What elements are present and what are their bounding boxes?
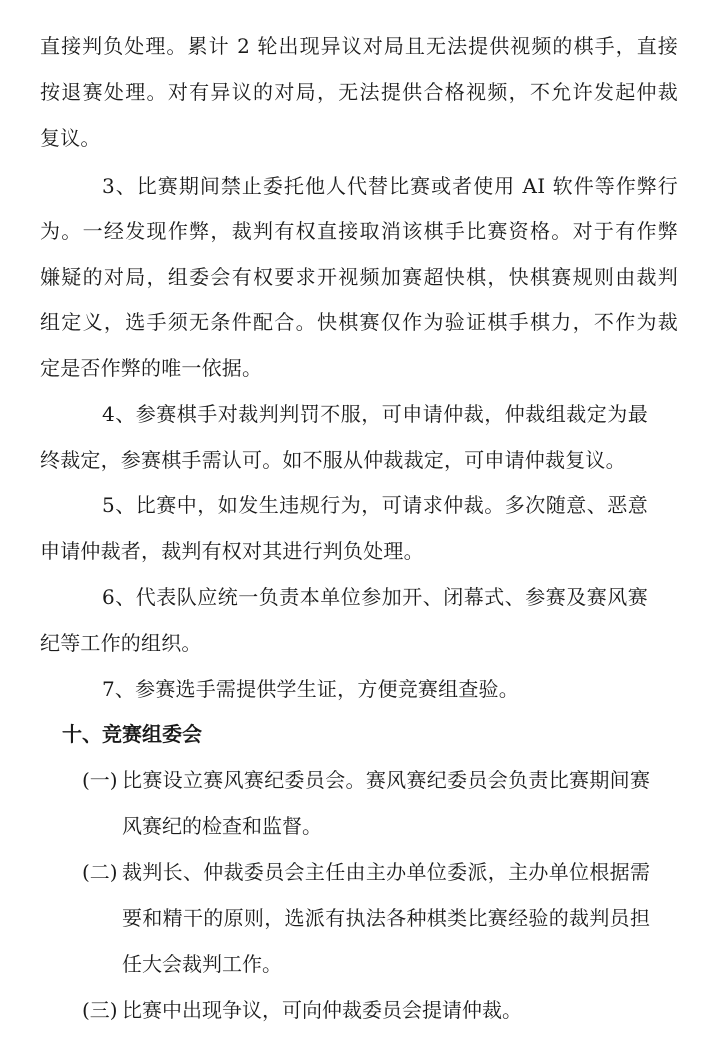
item3-line-2: 为。一经发现作弊，裁判有权直接取消该棋手比赛资格。对于有作弊 [40, 219, 678, 243]
sub2-line-2: 要和精干的原则，选派有执法各种棋类比赛经验的裁判员担 [122, 906, 650, 930]
sub2-mark: (二) [82, 860, 118, 884]
item3-line-1: 3、比赛期间禁止委托他人代替比赛或者使用 AI 软件等作弊行 [102, 174, 678, 198]
paragraph-top-line-2: 按退赛处理。对有异议的对局，无法提供合格视频，不允许发起仲裁 [40, 80, 678, 104]
item5-line-1: 5、比赛中，如发生违规行为，可请求仲裁。多次随意、恶意 [102, 493, 648, 517]
sub3-mark: (三) [82, 998, 118, 1022]
sub2-line-3: 任大会裁判工作。 [122, 952, 282, 976]
item7-line-1: 7、参赛选手需提供学生证，方便竞赛组查验。 [102, 677, 519, 701]
item5-line-2: 申请仲裁者，裁判有权对其进行判负处理。 [40, 539, 424, 563]
item6-line-1: 6、代表队应统一负责本单位参加开、闭幕式、参赛及赛风赛 [102, 585, 648, 609]
paragraph-top-line-1: 直接判负处理。累计 2 轮出现异议对局且无法提供视频的棋手，直接 [40, 34, 678, 58]
item3-line-5: 定是否作弊的唯一依据。 [40, 356, 263, 380]
sub1-line-1: 比赛设立赛风赛纪委员会。赛风赛纪委员会负责比赛期间赛 [122, 768, 650, 792]
paragraph-top-line-3: 复议。 [40, 126, 101, 150]
item6-line-2: 纪等工作的组织。 [40, 631, 202, 655]
item4-line-1: 4、参赛棋手对裁判判罚不服，可申请仲裁，仲裁组裁定为最 [102, 402, 648, 426]
section-heading: 十、竞赛组委会 [62, 722, 202, 746]
sub3-line-1: 比赛中出现争议，可向仲裁委员会提请仲裁。 [122, 998, 522, 1022]
item4-line-2: 终裁定，参赛棋手需认可。如不服从仲裁裁定，可申请仲裁复议。 [40, 448, 626, 472]
sub1-mark: (一) [82, 768, 118, 792]
item3-line-4: 组定义，选手须无条件配合。快棋赛仅作为验证棋手棋力，不作为裁 [40, 310, 678, 334]
sub2-line-1: 裁判长、仲裁委员会主任由主办单位委派，主办单位根据需 [122, 860, 650, 884]
sub1-line-2: 风赛纪的检查和监督。 [122, 814, 322, 838]
item3-line-3: 嫌疑的对局，组委会有权要求开视频加赛超快棋，快棋赛规则由裁判 [40, 265, 678, 289]
